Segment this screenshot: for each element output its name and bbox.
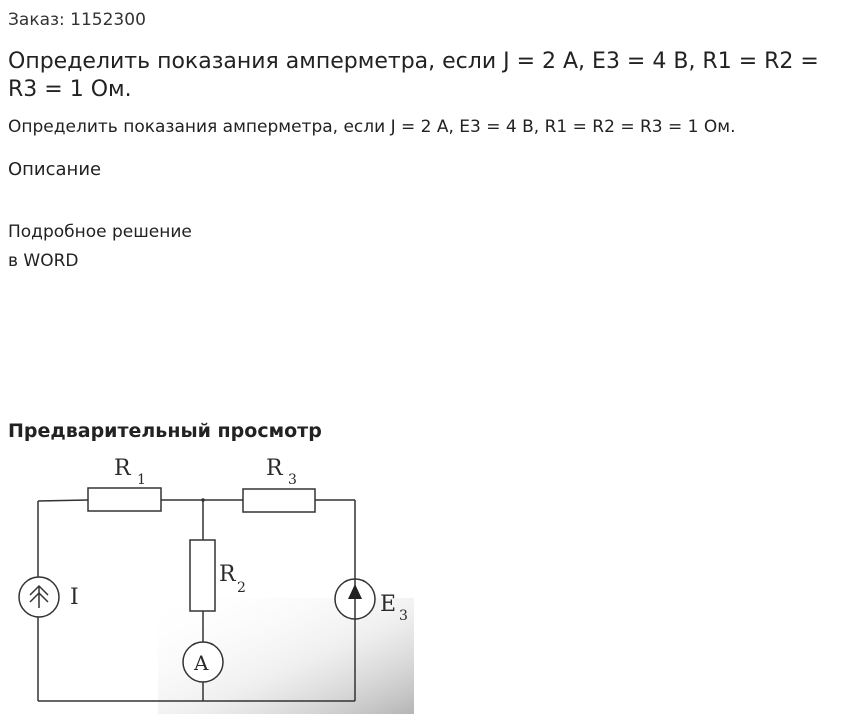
- label-emf-sub: 3: [399, 608, 408, 624]
- label-emf: E: [380, 592, 397, 617]
- label-r2: R: [219, 562, 236, 587]
- label-r1: R: [114, 456, 131, 481]
- circuit-preview-image: [8, 448, 414, 714]
- resistor-r1: [88, 488, 161, 511]
- task-title: Определить показания амперметра, если J = 2 A, E3 = 4 В, R1 = R2 = R3 = 1 Ом.: [8, 49, 819, 102]
- task-subtitle: Определить показания амперметра, если J = 2 A, E3 = 4 В, R1 = R2 = R3 = 1 Ом.: [8, 117, 736, 137]
- description-line-1: Подробное решение: [8, 222, 192, 242]
- wire-top-left: [38, 500, 88, 501]
- label-r3-sub: 3: [288, 472, 297, 488]
- order-number: Заказ: 1152300: [8, 10, 146, 30]
- resistor-r2: [190, 540, 215, 611]
- label-r1-sub: 1: [137, 472, 146, 488]
- label-r2-sub: 2: [237, 580, 246, 596]
- resistor-r3: [243, 489, 315, 512]
- description-heading: Описание: [8, 159, 102, 180]
- label-r3: R: [266, 456, 283, 481]
- junction-dot: [201, 498, 205, 502]
- label-ammeter: A: [194, 651, 209, 675]
- circuit-diagram: [8, 448, 414, 714]
- label-current-source: I: [70, 585, 79, 610]
- preview-heading: Предварительный просмотр: [8, 420, 322, 442]
- description-line-2: в WORD: [8, 251, 79, 271]
